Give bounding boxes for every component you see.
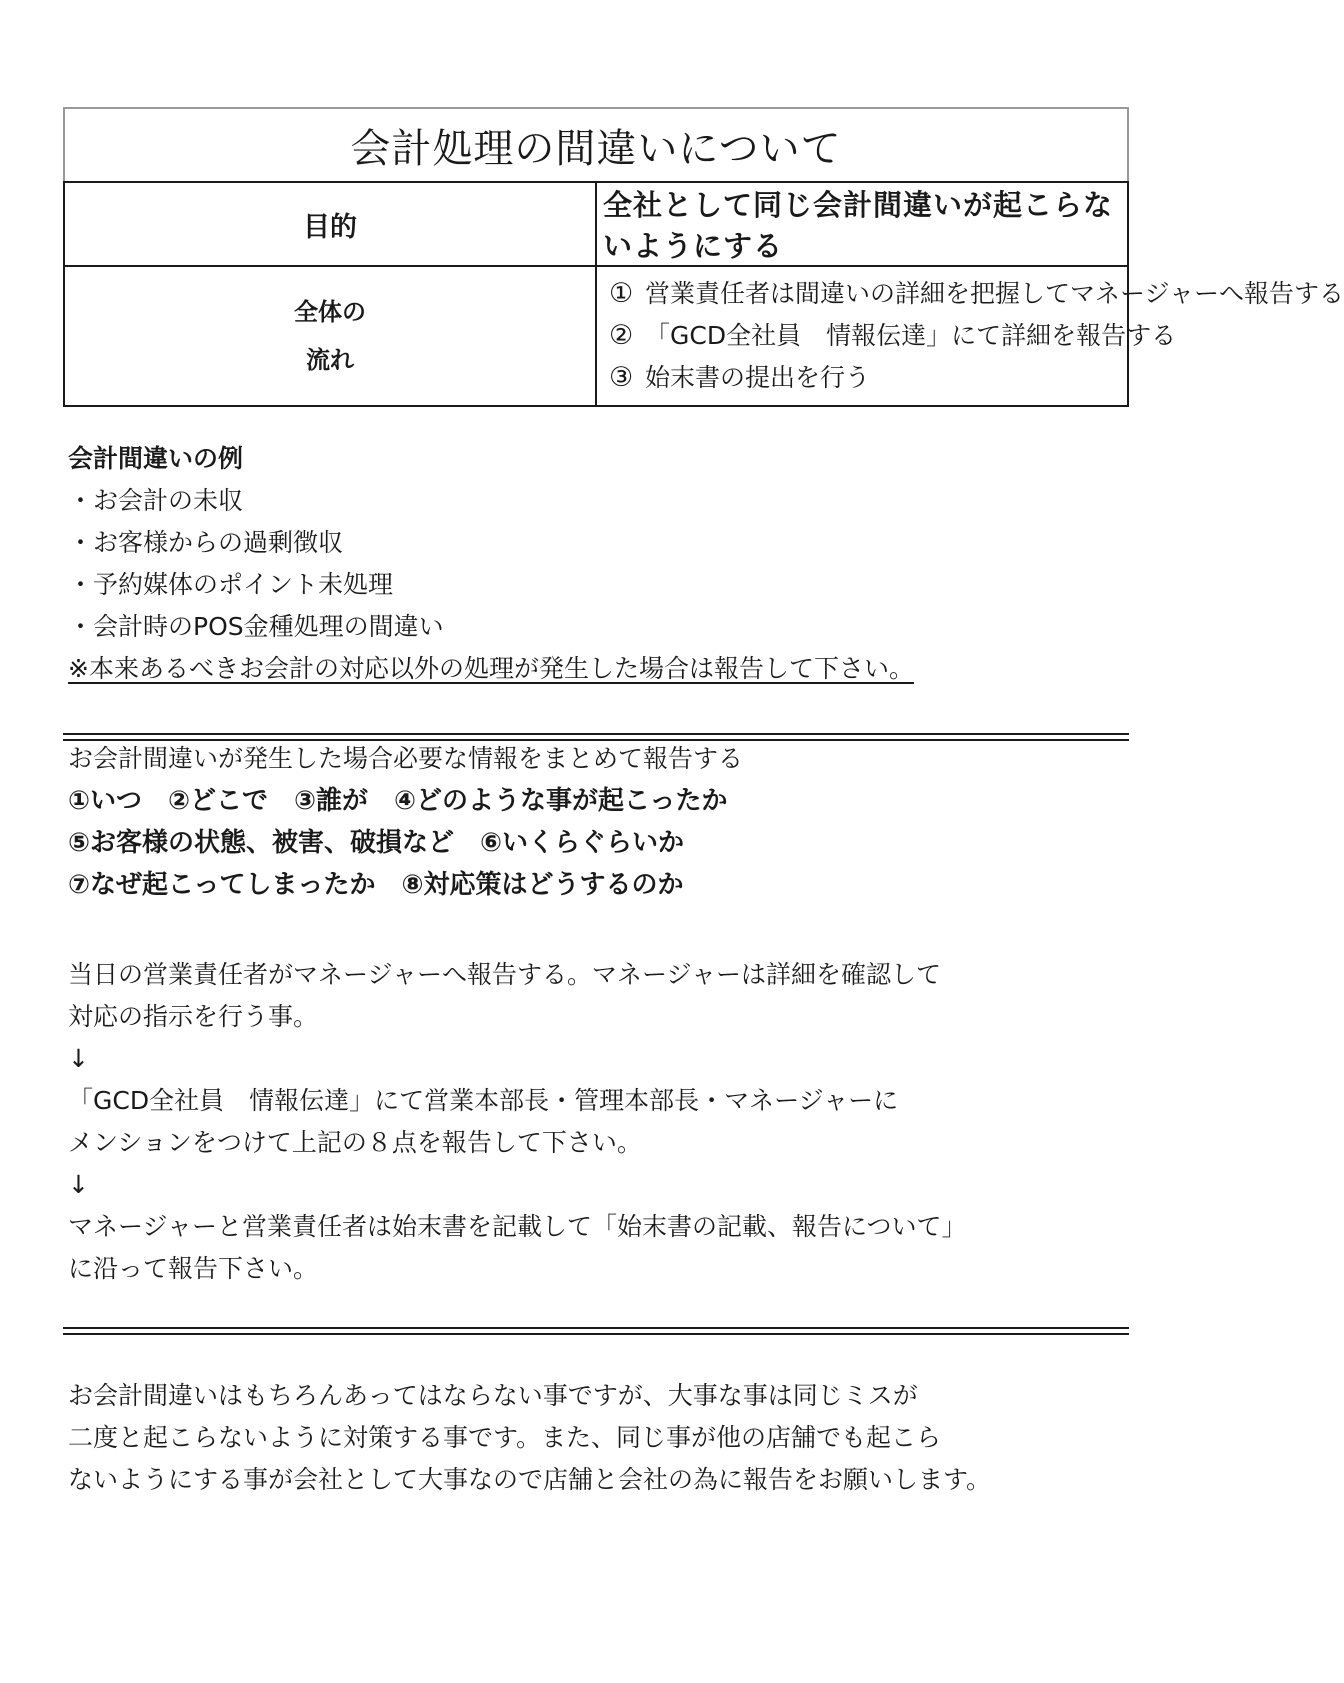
example-item: ・お客様からの過剰徴収 xyxy=(68,528,344,557)
report-step: 対応の指示を行う事。 xyxy=(68,1002,319,1031)
flow-item xyxy=(609,357,1127,399)
section-divider xyxy=(63,1327,1129,1335)
purpose-text: 全社として同じ会計間違いが起こらないようにする xyxy=(596,182,1128,266)
examples-section xyxy=(68,438,1128,690)
example-item: ・お会計の未収 xyxy=(68,486,244,515)
flow-number: ② xyxy=(609,320,634,351)
flow-item xyxy=(609,273,1344,315)
report-step: 「GCD全社員 情報伝達」にて営業本部長・管理本部長・マネージャーに xyxy=(68,1086,899,1115)
flow-number: ① xyxy=(609,278,634,309)
down-arrow: ↓ xyxy=(68,1044,89,1073)
report-point: ①いつ ②どこで ③誰が ④どのような事が起こったか xyxy=(68,786,728,816)
page-title: 会計処理の間違いについて xyxy=(64,108,1128,182)
flow-number: ③ xyxy=(609,362,634,393)
flow-text: 始末書の提出を行う xyxy=(645,363,871,392)
flow-list xyxy=(596,266,1344,406)
report-step: マネージャーと営業責任者は始末書を記載して「始末書の記載、報告について」 xyxy=(68,1212,967,1241)
flow-text: 「GCD全社員 情報伝達」にて詳細を報告する xyxy=(645,321,1177,350)
examples-note: ※本来あるべきお会計の対応以外の処理が発生した場合は報告して下さい。 xyxy=(68,654,914,683)
example-item: ・会計時のPOS金種処理の間違い xyxy=(68,612,444,641)
closing-section xyxy=(68,1375,1128,1501)
report-steps xyxy=(68,954,1128,1290)
report-step: 当日の営業責任者がマネージャーへ報告する。マネージャーは詳細を確認して xyxy=(68,960,942,989)
report-section xyxy=(68,738,1128,906)
flow-label-line2: 流れ xyxy=(306,346,354,374)
down-arrow: ↓ xyxy=(68,1170,89,1199)
report-step: に沿って報告下さい。 xyxy=(68,1254,319,1283)
report-point: ⑦なぜ起こってしまったか ⑧対応策はどうするのか xyxy=(68,870,684,900)
flow-text: 営業責任者は間違いの詳細を把握してマネージャーへ報告する xyxy=(645,279,1344,308)
flow-label xyxy=(64,266,596,406)
report-point: ⑤お客様の状態、被害、破損など ⑥いくらぐらいか xyxy=(68,828,685,858)
summary-table xyxy=(63,107,1344,407)
closing-line: ないようにする事が会社として大事なので店舗と会社の為に報告をお願いします。 xyxy=(68,1465,992,1494)
flow-item xyxy=(609,315,1177,357)
closing-line: お会計間違いはもちろんあってはならない事ですが、大事な事は同じミスが xyxy=(68,1381,918,1410)
example-item: ・予約媒体のポイント未処理 xyxy=(68,570,394,599)
closing-line: 二度と起こらないように対策する事です。また、同じ事が他の店舗でも起こら xyxy=(68,1423,942,1452)
report-intro: お会計間違いが発生した場合必要な情報をまとめて報告する xyxy=(68,744,744,773)
report-step: メンションをつけて上記の８点を報告して下さい。 xyxy=(68,1128,642,1157)
purpose-label: 目的 xyxy=(64,182,596,266)
flow-label-line1: 全体の xyxy=(294,298,366,326)
examples-heading: 会計間違いの例 xyxy=(68,444,244,473)
